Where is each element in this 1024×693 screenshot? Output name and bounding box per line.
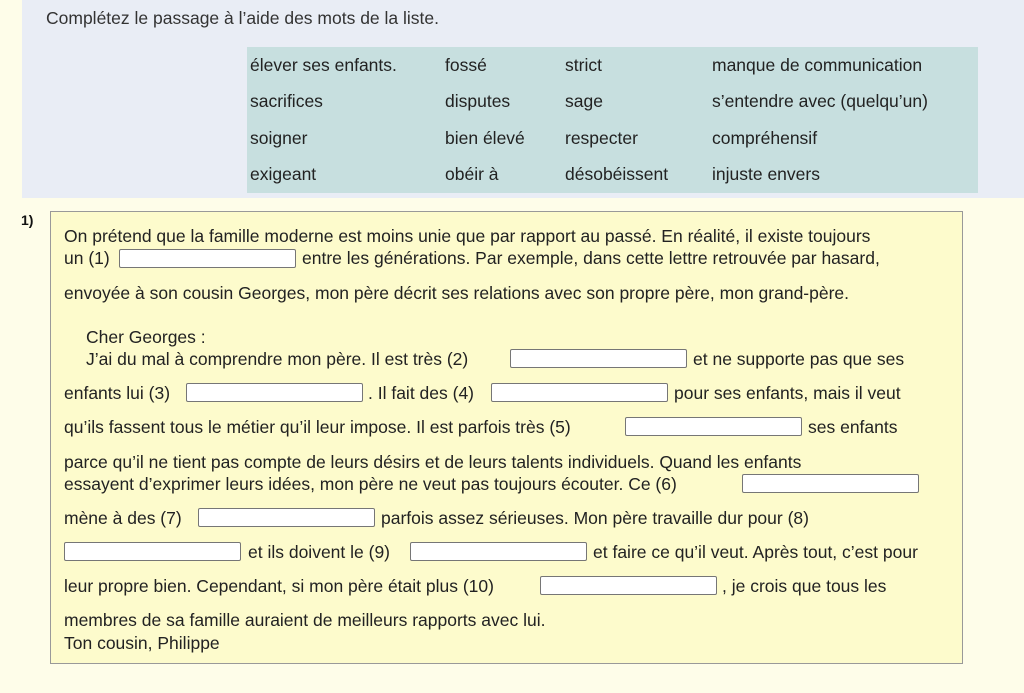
- blank-7-input[interactable]: [198, 508, 375, 527]
- passage-text: qu’ils fassent tous le métier qu’il leur impose. Il est parfois très (5): [64, 417, 571, 437]
- word-bank: [247, 47, 978, 193]
- blank-10-input[interactable]: [540, 576, 717, 595]
- word-bank-item: s’entendre avec (quelqu’un): [712, 91, 928, 111]
- passage-text: un (1): [64, 248, 110, 268]
- word-bank-item: sage: [565, 91, 603, 111]
- passage-text: , je crois que tous les: [722, 576, 887, 596]
- letter-signature: Ton cousin, Philippe: [64, 633, 220, 653]
- passage-text: enfants lui (3): [64, 383, 171, 403]
- word-bank-item: élever ses enfants.: [250, 55, 397, 75]
- passage-text: parce qu’il ne tient pas compte de leurs désirs et de leurs talents individuels. Quand les enfants: [64, 452, 802, 472]
- passage-text: On prétend que la famille moderne est moins unie que par rapport au passé. En réalité, il existe toujours: [64, 226, 871, 246]
- word-bank-item: désobéissent: [565, 164, 669, 184]
- word-bank-item: bien élevé: [445, 128, 525, 148]
- passage-text: . Il fait des (4): [368, 383, 475, 403]
- blank-6-input[interactable]: [742, 474, 919, 493]
- passage-text: mène à des (7): [64, 508, 182, 528]
- word-bank-item: disputes: [445, 91, 511, 111]
- passage-text: membres de sa famille auraient de meilleurs rapports avec lui.: [64, 610, 546, 630]
- question-number: 1): [21, 212, 34, 228]
- word-bank-item: respecter: [565, 128, 638, 148]
- word-bank-item: strict: [565, 55, 602, 75]
- blank-3-input[interactable]: [186, 383, 363, 402]
- word-bank-item: exigeant: [250, 164, 317, 184]
- instructions-panel: [22, 0, 1024, 198]
- word-bank-item: sacrifices: [250, 91, 323, 111]
- passage-text: leur propre bien. Cependant, si mon père était plus (10): [64, 576, 494, 596]
- blank-4-input[interactable]: [491, 383, 668, 402]
- passage-text: pour ses enfants, mais il veut: [674, 383, 901, 403]
- passage-box: [50, 211, 963, 664]
- passage-text: parfois assez sérieuses. Mon père travaille dur pour (8): [381, 508, 809, 528]
- blank-5-input[interactable]: [625, 417, 802, 436]
- passage-text: et faire ce qu’il veut. Après tout, c’est pour: [593, 542, 918, 562]
- blank-2-input[interactable]: [510, 349, 687, 368]
- blank-9-input[interactable]: [410, 542, 587, 561]
- word-bank-item: compréhensif: [712, 128, 818, 148]
- blank-1-input[interactable]: [119, 249, 296, 268]
- word-bank-item: obéir à: [445, 164, 499, 184]
- word-bank-item: manque de communication: [712, 55, 923, 75]
- passage-text: et ne supporte pas que ses: [693, 349, 905, 369]
- passage-text: envoyée à son cousin Georges, mon père décrit ses relations avec son propre père, mon grand-père.: [64, 283, 850, 303]
- instructions-text: Complétez le passage à l’aide des mots de la liste.: [46, 8, 439, 28]
- passage-text: entre les générations. Par exemple, dans cette lettre retrouvée par hasard,: [302, 248, 880, 268]
- word-bank-item: soigner: [250, 128, 308, 148]
- blank-8-input[interactable]: [64, 542, 241, 561]
- passage-text: et ils doivent le (9): [248, 542, 391, 562]
- word-bank-item: injuste envers: [712, 164, 820, 184]
- passage-text: essayent d’exprimer leurs idées, mon père ne veut pas toujours écouter. Ce (6): [64, 474, 677, 494]
- letter-greeting: Cher Georges :: [86, 327, 206, 347]
- word-bank-item: fossé: [445, 55, 487, 75]
- passage-text: J’ai du mal à comprendre mon père. Il est très (2): [86, 349, 469, 369]
- passage-text: ses enfants: [808, 417, 898, 437]
